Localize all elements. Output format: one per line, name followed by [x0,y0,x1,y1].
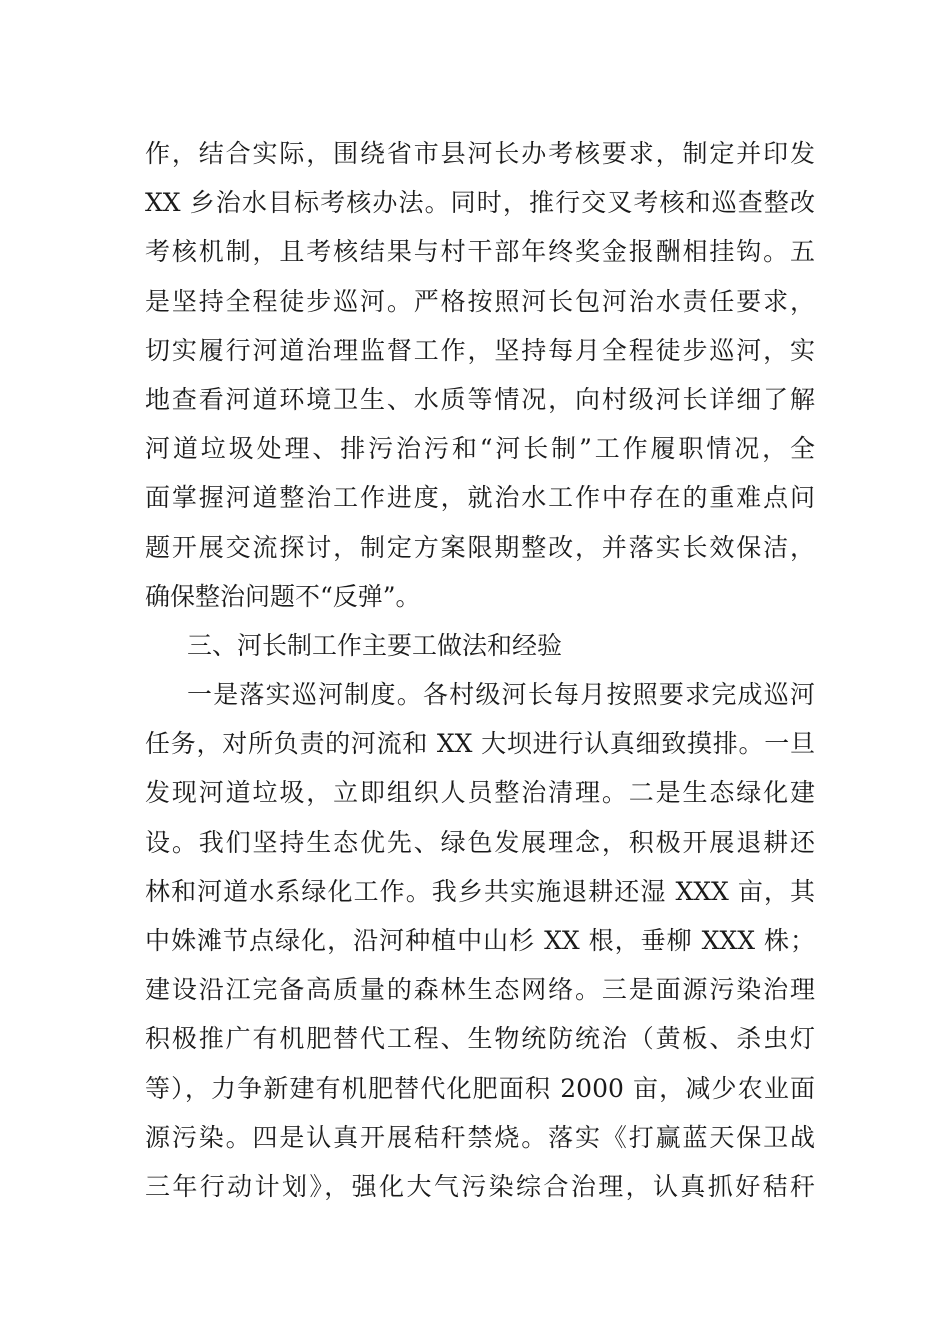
text-line: 积极推广有机肥替代工程、生物统防统治（黄板、杀虫灯 [145,1024,815,1054]
text-line: 作，结合实际，围绕省市县河长办考核要求，制定并印发 [145,139,815,168]
text-line: 林和河道水系绿化工作。我乡共实施退耕还湿 XXX 亩，其 [145,876,815,906]
text-line: 建设沿江完备高质量的森林生态网络。三是面源污染治理 [145,975,815,1005]
text-line: 切实履行河道治理监督工作，坚持每月全程徒步巡河，实 [145,335,815,365]
text-line: 等），力争新建有机肥替代化肥面积 2000 亩，减少农业面 [145,1073,815,1103]
text-line: 面掌握河道整治工作进度，就治水工作中存在的重难点问 [145,483,815,513]
text-line: 发现河道垃圾，立即组织人员整治清理。二是生态绿化建 [145,778,815,808]
section-heading: 三、河长制工作主要工做法和经验 [187,630,563,660]
text-line: XX 乡治水目标考核办法。同时，推行交叉考核和巡查整改 [145,188,815,218]
text-line: 源污染。四是认真开展秸秆禁烧。落实《打赢蓝天保卫战 [145,1122,815,1152]
text-line: 河道垃圾处理、排污治污和“河长制”工作履职情况，全 [145,434,815,464]
text-line: 题开展交流探讨，制定方案限期整改，并落实长效保洁， [145,532,815,562]
text-line: 考核机制，且考核结果与村干部年终奖金报酬相挂钩。五 [145,237,815,267]
text-line: 设。我们坚持生态优先、绿色发展理念，积极开展退耕还 [145,827,815,857]
text-line: 确保整治问题不“反弹”。 [145,581,421,611]
text-line: 中姝滩节点绿化，沿河种植中山杉 XX 根，垂柳 XXX 株； [145,926,815,955]
text-line: 任务，对所负责的河流和 XX 大坝进行认真细致摸排。一旦 [145,729,815,759]
text-line: 一是落实巡河制度。各村级河长每月按照要求完成巡河 [187,680,815,710]
body-text [145,129,815,1211]
text-line: 三年行动计划》，强化大气污染综合治理，认真抓好秸秆 [145,1171,815,1201]
text-line: 地查看河道环境卫生、水质等情况，向村级河长详细了解 [145,384,815,414]
text-line: 是坚持全程徒步巡河。严格按照河长包河治水责任要求， [145,286,815,316]
